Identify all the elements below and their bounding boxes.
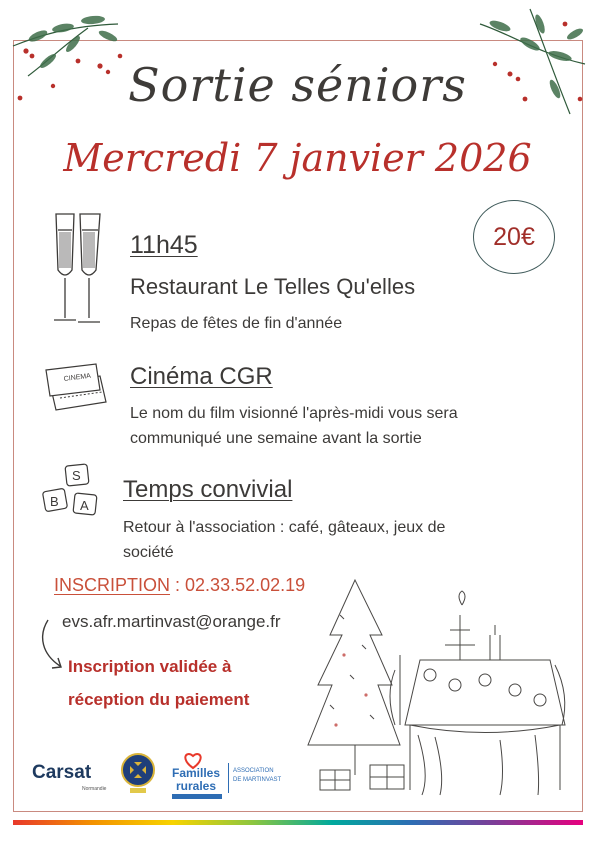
cinema-title: Cinéma CGR — [130, 363, 273, 390]
inscription-label: INSCRIPTION — [54, 575, 171, 595]
emblem-logo — [120, 752, 156, 796]
association-name-line-1: ASSOCIATION — [233, 768, 274, 774]
payment-note-line-2: réception du paiement — [68, 690, 250, 709]
page-title: Sortie séniors — [128, 58, 467, 112]
familles-rurales-logo-line-2: rurales — [176, 779, 217, 793]
tile-a: A — [80, 498, 89, 513]
association-name-line-2: DE MARTINVAST — [233, 777, 282, 783]
curved-arrow-icon — [38, 618, 68, 674]
convivial-line-1: Retour à l'association : café, gâteaux, jeux de — [123, 519, 446, 536]
tile-b: B — [50, 494, 59, 509]
convivial-title: Temps convivial — [123, 476, 293, 503]
inscription-phone: 02.33.52.02.19 — [185, 575, 306, 595]
convivial-line-2: société — [123, 544, 174, 561]
tile-s: S — [72, 468, 81, 483]
cinema-line-2: communiqué une semaine avant la sortie — [130, 430, 422, 447]
champagne-glasses-icon — [48, 210, 108, 328]
cinema-line-1: Le nom du film visionné l'après-midi vous sera — [130, 405, 458, 422]
lunch-time: 11h45 — [130, 231, 198, 259]
inscription-email: evs.afr.martinvast@orange.fr — [62, 612, 281, 631]
carsat-logo: Carsat — [32, 762, 92, 783]
logo-divider — [228, 763, 229, 793]
familles-rurales-logo-line-1: Familles — [172, 766, 221, 780]
letter-tiles-icon — [36, 462, 106, 524]
lunch-description: Repas de fêtes de fin d'année — [130, 315, 343, 332]
festive-table-illustration — [300, 575, 575, 805]
carsat-logo-subtitle: Normandie — [82, 786, 107, 792]
price-badge: 20€ — [473, 200, 555, 274]
cinema-ticket-icon — [42, 358, 112, 420]
payment-note-line-1: Inscription validée à — [68, 657, 232, 676]
lunch-place: Restaurant Le Telles Qu'elles — [130, 274, 416, 299]
rainbow-footer-bar — [13, 820, 583, 825]
inscription-separator: : — [170, 575, 186, 595]
event-date: Mercredi 7 janvier 2026 — [63, 136, 532, 180]
ticket-label: CINEMA — [63, 372, 92, 383]
familles-rurales-bar — [172, 794, 222, 799]
inscription-line — [54, 575, 305, 596]
